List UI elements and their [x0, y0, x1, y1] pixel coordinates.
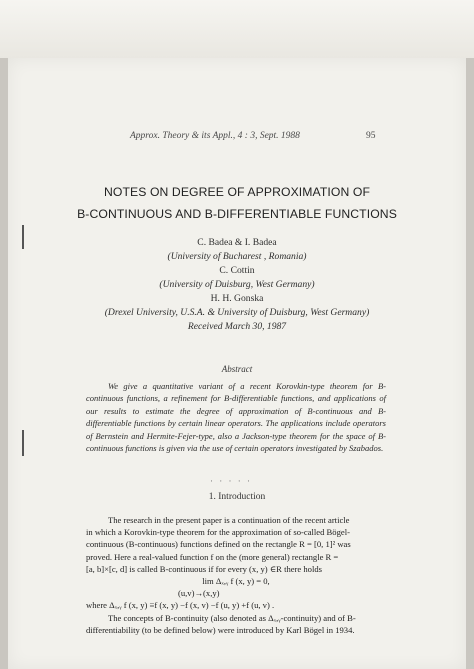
- author-names: C. Cottin: [219, 265, 255, 276]
- author-names: C. Badea & I. Badea: [197, 237, 277, 248]
- running-head: Approx. Theory & its Appl., 4 : 3, Sept. 1988: [130, 131, 300, 141]
- author-affiliation: (University of Bucharest , Romania): [167, 251, 307, 262]
- author-affiliation: (University of Duisburg, West Germany): [159, 279, 315, 290]
- abstract-text: We give a quantitative variant of a recent Korovkin-type theorem for B-continuous functions, a refinement for B-differentiable functions, and applications of our results to estimate the degree of approximation of B-continuous and B-differentiable functions by certain linear operators. The applications include operators of Bernstein and Hermite-Fejer-type, also a Jackson-type theorem for the space of B-continuous functions is given via the use of certain operators investigated by Szabados.: [86, 381, 386, 454]
- formula-subscript: (u,v)→(x,y): [178, 588, 220, 599]
- page-number: 95: [366, 131, 376, 141]
- margin-mark: [22, 430, 24, 456]
- body-line: where Δₓ,ᵧ f (x, y) ≡f (x, y) −f (x, v) −f (u, y) +f (u, v) .: [86, 600, 275, 611]
- body-line: in which a Korovkin-type theorem for the approximation of so-called Bögel-: [86, 527, 350, 538]
- received-date: Received March 30, 1987: [187, 321, 287, 332]
- body-line: differentiability (to be defined below) were introduced by Karl Bögel in 1934.: [86, 624, 355, 635]
- body-line: The research in the present paper is a continuation of the recent article: [108, 515, 350, 525]
- formula-line: lim Δₓ,ᵧ f (x, y) = 0,: [202, 575, 270, 586]
- separator-dots: · · · · ·: [210, 476, 252, 486]
- author-affiliation: (Drexel University, U.S.A. & University of Duisburg, West Germany): [104, 307, 370, 318]
- author-block: [0, 236, 474, 334]
- section-heading: 1. Introduction: [208, 492, 266, 502]
- body-line: [a, b]×[c, d] is called B-continuous if for every (x, y) ∈R there holds: [86, 563, 323, 574]
- body-line: continuous (B-continuous) functions defined on the rectangle R = [0, 1]² was: [86, 539, 351, 550]
- abstract-heading: Abstract: [221, 364, 253, 374]
- author-names: H. H. Gonska: [210, 293, 264, 304]
- scan-margin-top: [0, 0, 474, 58]
- section-body: [86, 514, 386, 636]
- body-line: proved. Here a real-valued function f on the (more general) rectangle R =: [86, 551, 339, 562]
- paper-title-line-2: B-CONTINUOUS AND B-DIFFERENTIABLE FUNCTIONS: [77, 207, 397, 221]
- body-line: The concepts of B-continuity (also denoted as Δₓ,ᵧ-continuity) and of B-: [108, 612, 356, 623]
- paper-title-line-1: NOTES ON DEGREE OF APPROXIMATION OF: [103, 185, 370, 199]
